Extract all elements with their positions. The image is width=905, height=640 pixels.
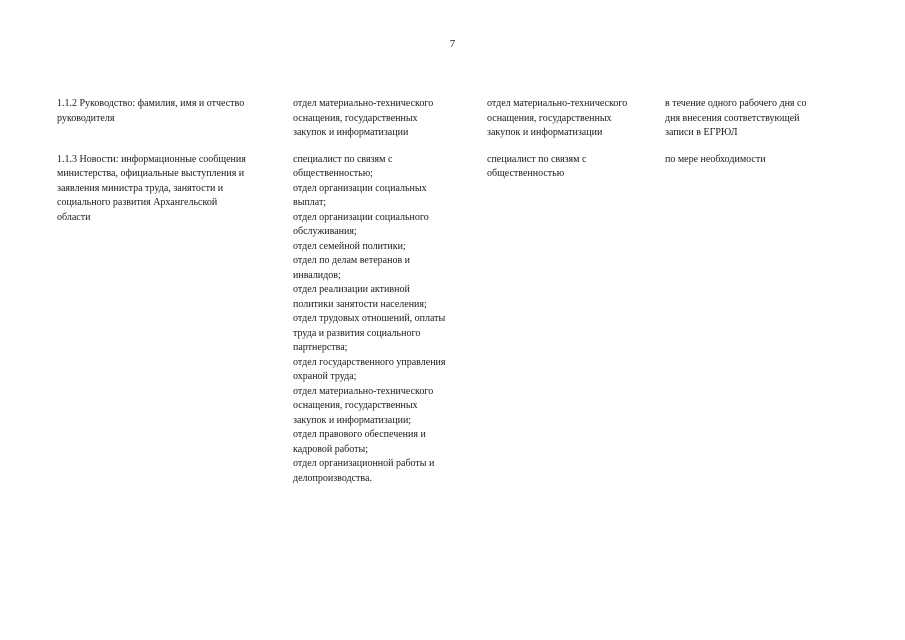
provider-cell	[487, 97, 665, 141]
row-spacer	[57, 141, 847, 153]
cell-text-line: делопроизводства.	[293, 472, 372, 484]
publication-table	[57, 97, 847, 486]
cell-text-line: инвалидов;	[293, 269, 341, 281]
cell-text-line: отдел семейной политики;	[293, 240, 406, 252]
cell-text-line: отдел по делам ветеранов и	[293, 255, 411, 266]
cell-text-line: 1.1.2 Руководство: фамилия, имя и отчество	[57, 98, 245, 109]
cell-text-line: отдел материально-технического	[293, 98, 434, 109]
section-cell	[57, 97, 293, 141]
table-row	[57, 153, 847, 487]
cell-text-line: министерства, официальные выступления и	[57, 168, 245, 179]
cell-text-line: отдел трудовых отношений, оплаты	[293, 313, 446, 324]
section-cell	[57, 153, 293, 487]
cell-text-line: оснащения, государственных	[293, 400, 418, 411]
cell-text-line: заявления министра труда, занятости и	[57, 182, 224, 194]
cell-text-line: области	[57, 211, 91, 223]
cell-text-line: выплат;	[293, 197, 327, 208]
cell-text-line: закупок и информатизации	[487, 127, 603, 138]
cell-text-line: труда и развития социального	[293, 327, 421, 339]
cell-text-line: партнерства;	[293, 342, 348, 353]
cell-text-line: оснащения, государственных	[293, 112, 418, 124]
cell-text-line: записи в ЕГРЮЛ	[665, 127, 738, 138]
cell-text-line: политики занятости населения;	[293, 298, 427, 310]
cell-text-line: специалист по связям с	[487, 153, 587, 165]
cell-text-line: оснащения, государственных	[487, 112, 612, 124]
cell-text-line: общественностью	[487, 168, 565, 179]
cell-text-line: общественностью;	[293, 168, 373, 179]
cell-text-line: в течение одного рабочего дня со	[665, 98, 807, 109]
deadline-cell	[665, 97, 847, 141]
cell-text-line: отдел организационной работы и	[293, 458, 435, 469]
cell-text-line: по мере необходимости	[665, 153, 766, 165]
cell-text-line: отдел материально-технического	[293, 385, 434, 397]
cell-text-line: 1.1.3 Новости: информационные сообщения	[57, 153, 246, 165]
cell-text-line: отдел организации социальных	[293, 182, 427, 194]
responsible-cell	[293, 97, 487, 141]
cell-text-line: руководителя	[57, 112, 115, 124]
table-row	[57, 97, 847, 141]
cell-text-line: отдел материально-технического	[487, 98, 628, 109]
cell-text-line: закупок и информатизации;	[293, 414, 412, 426]
cell-text-line: специалист по связям с	[293, 153, 393, 165]
cell-text-line: кадровой работы;	[293, 443, 368, 455]
cell-text-line: отдел государственного управления	[293, 356, 446, 368]
responsible-cell	[293, 153, 487, 487]
cell-text-line: социального развития Архангельской	[57, 197, 218, 208]
cell-text-line: закупок и информатизации	[293, 127, 409, 138]
cell-text-line: отдел реализации активной	[293, 284, 410, 295]
cell-text-line: дня внесения соответствующей	[665, 112, 800, 124]
page-number: 7	[449, 38, 456, 50]
deadline-cell	[665, 153, 847, 487]
cell-text-line: охраной труда;	[293, 371, 357, 382]
cell-text-line: отдел правового обеспечения и	[293, 429, 426, 440]
cell-text-line: обслуживания;	[293, 226, 357, 237]
cell-text-line: отдел организации социального	[293, 211, 429, 223]
provider-cell	[487, 153, 665, 487]
